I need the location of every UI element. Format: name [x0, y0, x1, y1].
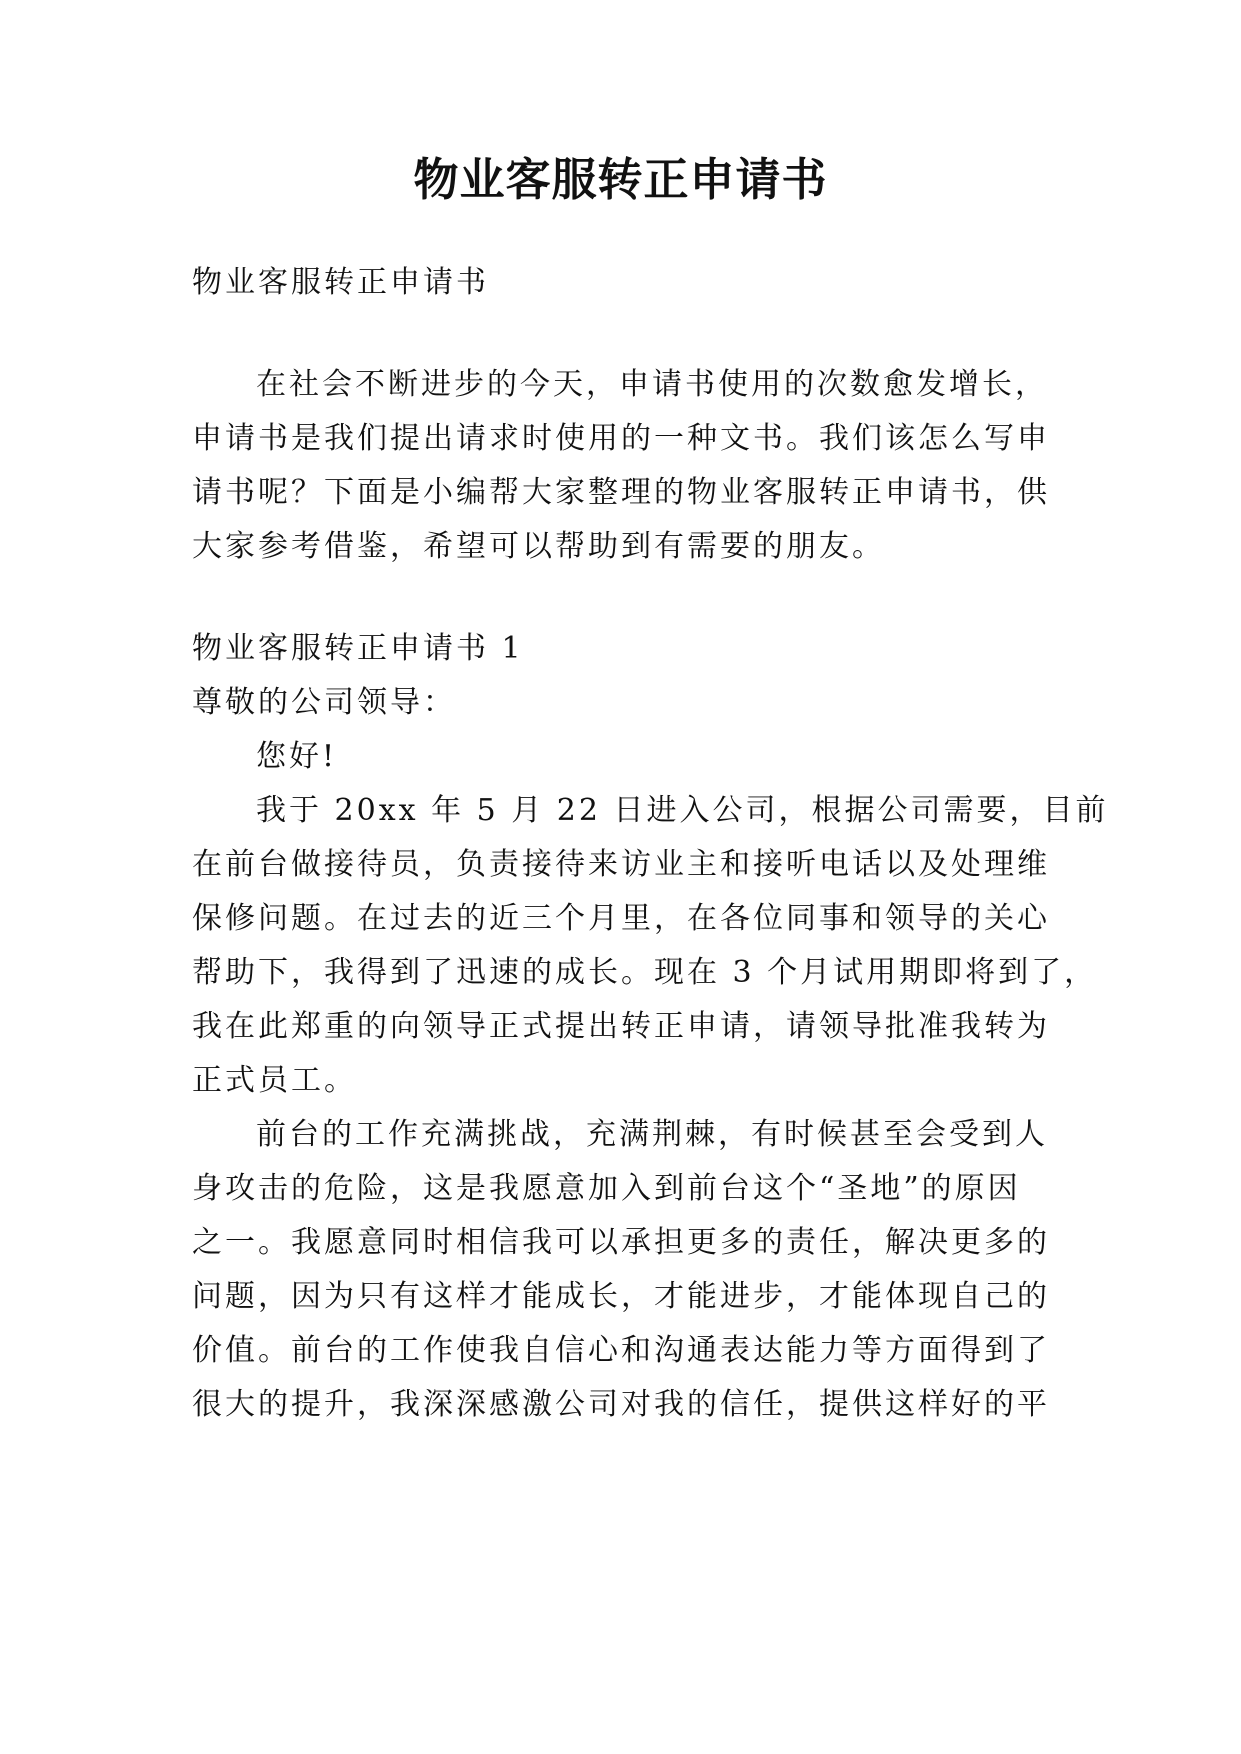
intro-line: 请书呢？下面是小编帮大家整理的物业客服转正申请书，供 — [192, 475, 1050, 510]
paragraph1-line: 保修问题。在过去的近三个月里，在各位同事和领导的关心 — [192, 901, 1050, 936]
paragraph1-line: 我于 20xx 年 5 月 22 日进入公司，根据公司需要，目前 — [256, 793, 1109, 828]
paragraph2-line: 之一。我愿意同时相信我可以承担更多的责任，解决更多的 — [192, 1225, 1050, 1260]
paragraph1-line: 帮助下，我得到了迅速的成长。现在 3 个月试用期即将到了， — [192, 955, 1098, 990]
paragraph1-line: 正式员工。 — [192, 1063, 357, 1098]
paragraph2-line: 很大的提升，我深深感激公司对我的信任，提供这样好的平 — [192, 1387, 1050, 1422]
document-subtitle: 物业客服转正申请书 — [192, 265, 489, 300]
paragraph2-line: 价值。前台的工作使我自信心和沟通表达能力等方面得到了 — [192, 1333, 1050, 1368]
paragraph2-line: 身攻击的危险，这是我愿意加入到前台这个“圣地”的原因 — [192, 1171, 1021, 1206]
intro-line: 申请书是我们提出请求时使用的一种文书。我们该怎么写申 — [192, 421, 1050, 456]
paragraph2-line: 问题，因为只有这样才能成长，才能进步，才能体现自己的 — [192, 1279, 1050, 1314]
intro-line: 大家参考借鉴，希望可以帮助到有需要的朋友。 — [192, 529, 885, 564]
paragraph1-line: 在前台做接待员，负责接待来访业主和接听电话以及处理维 — [192, 847, 1050, 882]
greeting: 您好! — [256, 739, 338, 774]
paragraph2-line: 前台的工作充满挑战，充满荆棘，有时候甚至会受到人 — [256, 1117, 1048, 1152]
intro-line: 在社会不断进步的今天，申请书使用的次数愈发增长， — [256, 367, 1048, 402]
paragraph1-line: 我在此郑重的向领导正式提出转正申请，请领导批准我转为 — [192, 1009, 1050, 1044]
document-title: 物业客服转正申请书 — [413, 153, 828, 206]
section-heading: 物业客服转正申请书 1 — [192, 631, 524, 666]
salutation: 尊敬的公司领导： — [192, 685, 456, 720]
